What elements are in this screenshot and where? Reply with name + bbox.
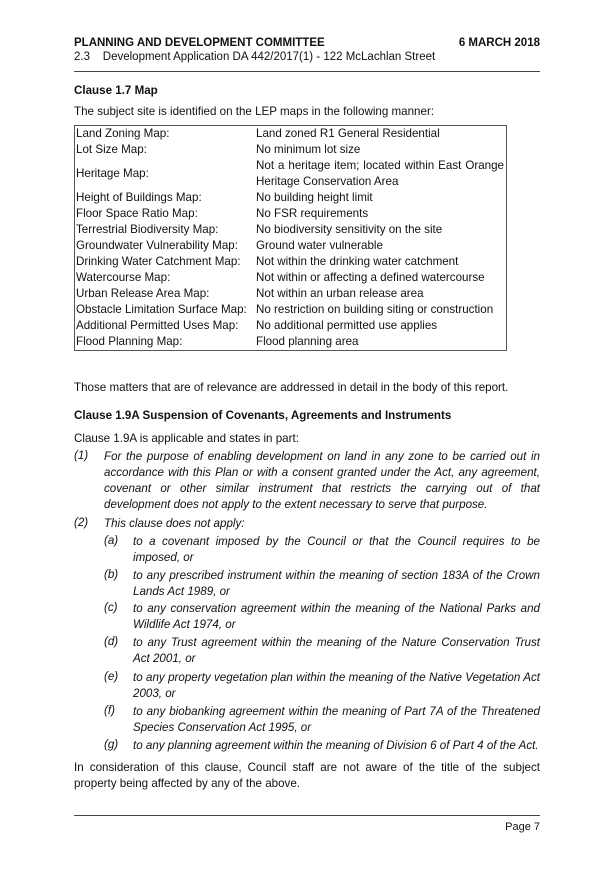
subitem-text: to any biobanking agreement within the meaning of Part 7A of the Threatened Species Conservation Act 1995, or (133, 705, 540, 734)
lep-map-value: Not within an urban release area (255, 286, 507, 302)
subitem-text: to any conservation agreement within the meaning of the National Parks and Wildlife Act 1974, or (133, 602, 540, 631)
lep-map-value: Not a heritage item; located within East Orange Heritage Conservation Area (255, 158, 507, 190)
subclause-1-text: For the purpose of enabling development on land in any zone to be carried out in accordance with this Plan or with a consent granted under the Act, any agreement, covenant or other similar instrument that restricts the carrying out of that development does not apply to the extent necessary to serve that purpose. (104, 450, 540, 511)
clause-19a-intro: Clause 1.9A is applicable and states in part: (74, 432, 299, 445)
subitem-letter: (e) (104, 670, 119, 683)
lep-map-name: Obstacle Limitation Surface Map: (75, 302, 256, 318)
subitem-letter: (c) (104, 601, 118, 614)
lep-table-row (75, 334, 507, 351)
lep-table-row (75, 302, 507, 318)
page-number: Page 7 (505, 821, 540, 833)
lep-map-name: Heritage Map: (75, 158, 256, 190)
lep-map-value: Not within or affecting a defined watercourse (255, 270, 507, 286)
lep-table-row (75, 222, 507, 238)
lep-map-name: Land Zoning Map: (75, 126, 256, 143)
lep-table-row (75, 126, 507, 143)
lep-table-row (75, 190, 507, 206)
lep-map-name: Additional Permitted Uses Map: (75, 318, 256, 334)
committee-title: PLANNING AND DEVELOPMENT COMMITTEE (74, 37, 325, 49)
lep-table-row (75, 238, 507, 254)
lep-map-name: Lot Size Map: (75, 142, 256, 158)
lep-table-row (75, 254, 507, 270)
lep-table-row (75, 286, 507, 302)
lep-map-name: Watercourse Map: (75, 270, 256, 286)
lep-map-value: Land zoned R1 General Residential (255, 126, 507, 143)
clause-17-heading: Clause 1.7 Map (74, 84, 158, 97)
lep-table-row (75, 158, 507, 190)
subitem-text: to any Trust agreement within the meaning of the Nature Conservation Trust Act 2001, or (133, 636, 540, 665)
subitem-letter: (f) (104, 704, 115, 717)
lep-map-value: No FSR requirements (255, 206, 507, 222)
header-divider (74, 71, 540, 72)
lep-map-value: No biodiversity sensitivity on the site (255, 222, 507, 238)
conclusion-text: In consideration of this clause, Council staff are not aware of the title of the subject property being affected by any of the above. (74, 761, 540, 790)
lep-map-name: Floor Space Ratio Map: (75, 206, 256, 222)
clause-17-outro: Those matters that are of relevance are addressed in detail in the body of this report. (74, 381, 509, 394)
lep-map-value: Flood planning area (255, 334, 507, 351)
subitem-letter: (d) (104, 635, 119, 648)
lep-map-name: Flood Planning Map: (75, 334, 256, 351)
subclause-2-number: (2) (74, 516, 89, 529)
lep-map-name: Drinking Water Catchment Map: (75, 254, 256, 270)
subclause-1-number: (1) (74, 449, 89, 462)
subitem-text: to any prescribed instrument within the meaning of section 183A of the Crown Lands Act 1989, or (133, 569, 540, 598)
clause-19a-heading: Clause 1.9A Suspension of Covenants, Agreements and Instruments (74, 409, 452, 422)
subitem-letter: (b) (104, 568, 119, 581)
subitem-text: to any planning agreement within the meaning of Division 6 of Part 4 of the Act. (133, 739, 539, 752)
footer-divider (74, 815, 540, 816)
subitem-text: to a covenant imposed by the Council or that the Council requires to be imposed, or (133, 535, 540, 564)
lep-map-name: Terrestrial Biodiversity Map: (75, 222, 256, 238)
lep-map-name: Urban Release Area Map: (75, 286, 256, 302)
lep-map-value: Not within the drinking water catchment (255, 254, 507, 270)
lep-table-row (75, 318, 507, 334)
lep-map-value: No building height limit (255, 190, 507, 206)
lep-map-value: No minimum lot size (255, 142, 507, 158)
subclause-2-text: This clause does not apply: (104, 517, 245, 530)
lep-map-value: Ground water vulnerable (255, 238, 507, 254)
lep-map-name: Height of Buildings Map: (75, 190, 256, 206)
lep-map-table (74, 125, 507, 351)
lep-table-row (75, 270, 507, 286)
meeting-date: 6 MARCH 2018 (458, 37, 540, 49)
lep-table-row (75, 206, 507, 222)
lep-map-value: No restriction on building siting or construction (255, 302, 507, 318)
subitem-text: to any property vegetation plan within the meaning of the Native Vegetation Act 2003, or (133, 671, 540, 700)
lep-map-value: No additional permitted use applies (255, 318, 507, 334)
subitem-letter: (a) (104, 534, 119, 547)
clause-17-intro: The subject site is identified on the LEP maps in the following manner: (74, 105, 435, 118)
item-title: 2.3 Development Application DA 442/2017(1) - 122 McLachlan Street (74, 51, 436, 63)
subitem-letter: (g) (104, 738, 119, 751)
page-header (74, 36, 435, 64)
lep-table-row (75, 142, 507, 158)
lep-map-name: Groundwater Vulnerability Map: (75, 238, 256, 254)
